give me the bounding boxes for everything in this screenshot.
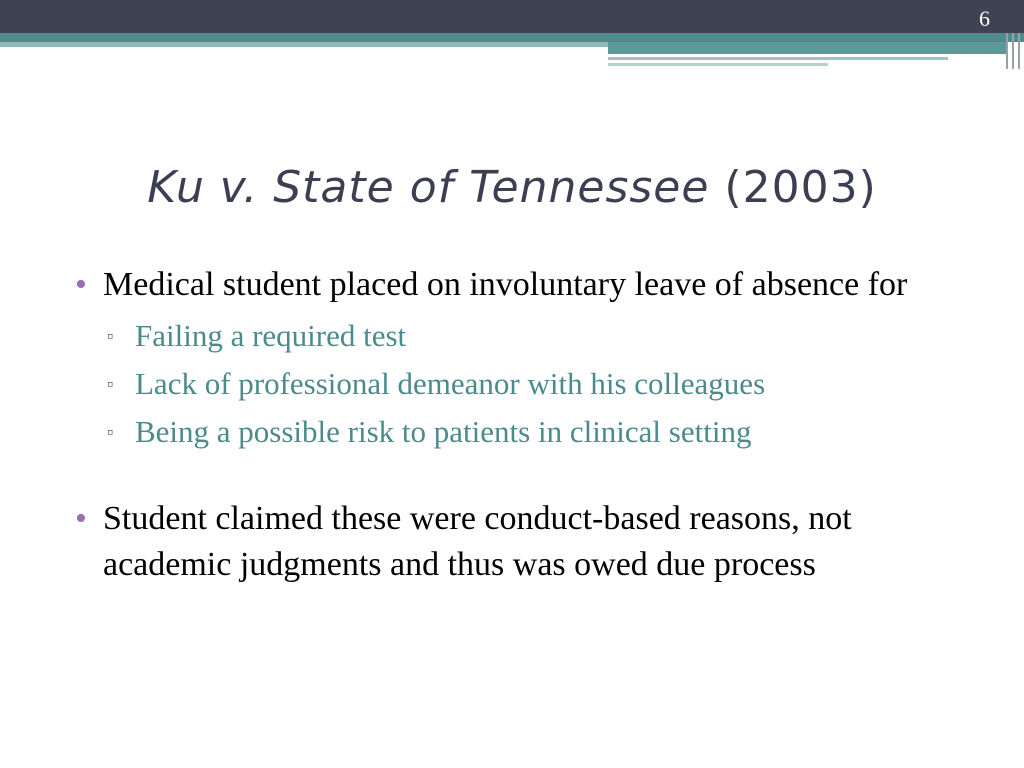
header-bar xyxy=(0,0,1024,33)
square-bullet-icon: ▫ xyxy=(107,374,114,394)
bullet-dot-icon: • xyxy=(75,500,87,537)
bullet-item xyxy=(75,262,975,308)
header-stripe-thinner xyxy=(608,63,828,66)
title-year: (2003) xyxy=(709,162,877,213)
sub-bullet-item xyxy=(107,408,975,456)
square-bullet-icon: ▫ xyxy=(107,422,114,442)
decorative-lines xyxy=(1004,33,1024,69)
header-stripe-thin xyxy=(608,57,948,60)
header-stripe-right xyxy=(608,42,1008,54)
sub-bullet-text: Being a possible risk to patients in clinical setting xyxy=(135,414,752,449)
sub-bullet-text: Failing a required test xyxy=(135,318,407,353)
header-stripe-light xyxy=(0,42,608,47)
bullet-item xyxy=(75,496,975,588)
slide-title xyxy=(0,158,1024,218)
bullet-dot-icon: • xyxy=(75,266,87,303)
bullet-text: Medical student placed on involuntary leave of absence for xyxy=(103,266,908,303)
page-number: 6 xyxy=(979,6,990,31)
sub-bullet-text: Lack of professional demeanor with his colleagues xyxy=(135,366,766,401)
header-stripe xyxy=(0,33,1024,42)
sub-bullet-list xyxy=(107,312,975,456)
title-case-name: Ku v. State of Tennessee xyxy=(147,162,710,213)
square-bullet-icon: ▫ xyxy=(107,326,114,346)
sub-bullet-item xyxy=(107,312,975,360)
sub-bullet-item xyxy=(107,360,975,408)
bullet-text: Student claimed these were conduct-based reasons, not academic judgments and thus was owed due process xyxy=(103,500,852,583)
slide-content xyxy=(75,262,975,588)
